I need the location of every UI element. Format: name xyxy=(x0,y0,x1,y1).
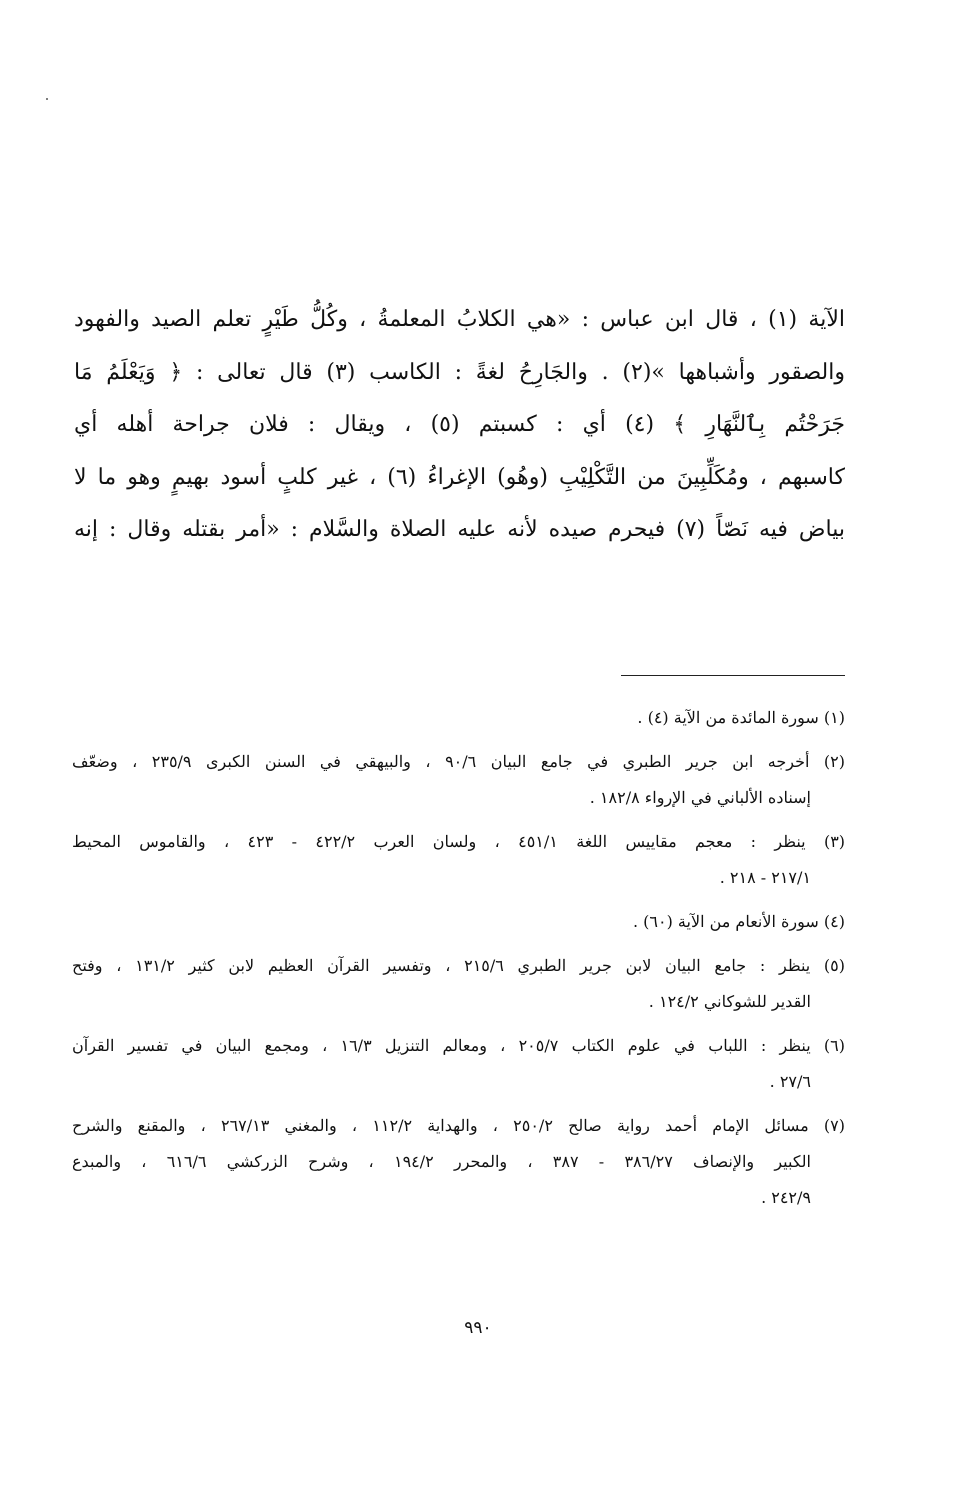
footnote-line: القدير للشوكاني ١٢٤/٢ . xyxy=(648,992,811,1011)
footnote-4 xyxy=(72,904,845,940)
footnote-separator xyxy=(621,675,845,676)
footnote-line: (٥) ينظر : جامع البيان لابن جرير الطبري ٢١٥/٦ ، وتفسير القرآن العظيم لابن كثير ١٣١/٢ ، وفتح xyxy=(72,956,845,975)
footnote-line: (٢) أخرجه ابن جرير الطبري في جامع البيان ٩٠/٦ ، والبيهقي في السنن الكبرى ٢٣٥/٩ ، وضعّف xyxy=(72,752,845,771)
footnote-2 xyxy=(72,744,845,816)
footnote-line: إسناده الألباني في الإرواء ١٨٢/٨ . xyxy=(589,788,811,807)
footnote-line: (١) سورة المائدة من الآية (٤) . xyxy=(637,708,845,727)
main-text xyxy=(74,294,845,557)
body-line: والصقور وأشباهها »(٢) . والجَارِحُ لغةً : الكاسب (٣) قال تعالى : ﴿ وَيَعْلَمُ مَا xyxy=(74,359,845,385)
body-line: جَرَحْتُم بِٱلنَّهَارِ ﴾ (٤) أي : كسبتم (٥) ، ويقال : فلان جراحة أهله أي xyxy=(74,412,845,437)
footnote-3 xyxy=(72,824,845,896)
scan-speck xyxy=(46,98,48,100)
footnote-1 xyxy=(72,700,845,736)
footnote-line: الكبير والإنصاف ٣٨٦/٢٧ - ٣٨٧ ، والمحرر ١٩٤/٢ ، وشرح الزركشي ٦١٦/٦ ، والمبدع xyxy=(72,1152,811,1171)
footnote-6 xyxy=(72,1028,845,1100)
footnote-line: ٢١٧/١ - ٢١٨ . xyxy=(719,868,811,887)
footnote-line: (٤) سورة الأنعام من الآية (٦٠) . xyxy=(632,912,845,931)
footnote-line: ٢٤٢/٩ . xyxy=(761,1188,811,1207)
body-line: كاسبهم ، ومُكَلِّبِينَ من التَّكْلِيْبِ (وهُو) الإغراءُ (٦) ، غير كلبٍ أسود بهيمٍ وهو ما لا xyxy=(74,464,845,490)
body-line: بياض فيه نَصّاً (٧) فيحرم صيده لأنه عليه الصلاة والسَّلام : «أمر بقتله وقال : إنه xyxy=(74,517,845,542)
footnote-line: (٧) مسائل الإمام أحمد رواية صالح ٢٥٠/٢ ، والهداية ١١٢/٢ ، والمغني ٢٦٧/١٣ ، والمقنع والشرح xyxy=(72,1116,845,1135)
footnote-7 xyxy=(72,1108,845,1216)
footnote-5 xyxy=(72,948,845,1020)
footnote-line: ٢٧/٦ . xyxy=(769,1072,811,1091)
footnotes xyxy=(72,700,845,1224)
footnote-line: (٦) ينظر : اللباب في علوم الكتاب ٢٠٥/٧ ، ومعالم التنزيل ١٦/٣ ، ومجمع البيان في تفسير القرآن xyxy=(72,1036,845,1055)
footnote-line: (٣) ينظر : معجم مقاييس اللغة ٤٥١/١ ، ولسان العرب ٤٢٢/٢ - ٤٢٣ ، والقاموس المحيط xyxy=(72,832,845,851)
page-number: ٩٩٠ xyxy=(464,1318,492,1338)
body-line: الآية (١) ، قال ابن عباس : «هي الكلابُ المعلمةُ ، وكُلُّ طَيْرٍ تعلم الصيد والفهود xyxy=(74,307,845,332)
